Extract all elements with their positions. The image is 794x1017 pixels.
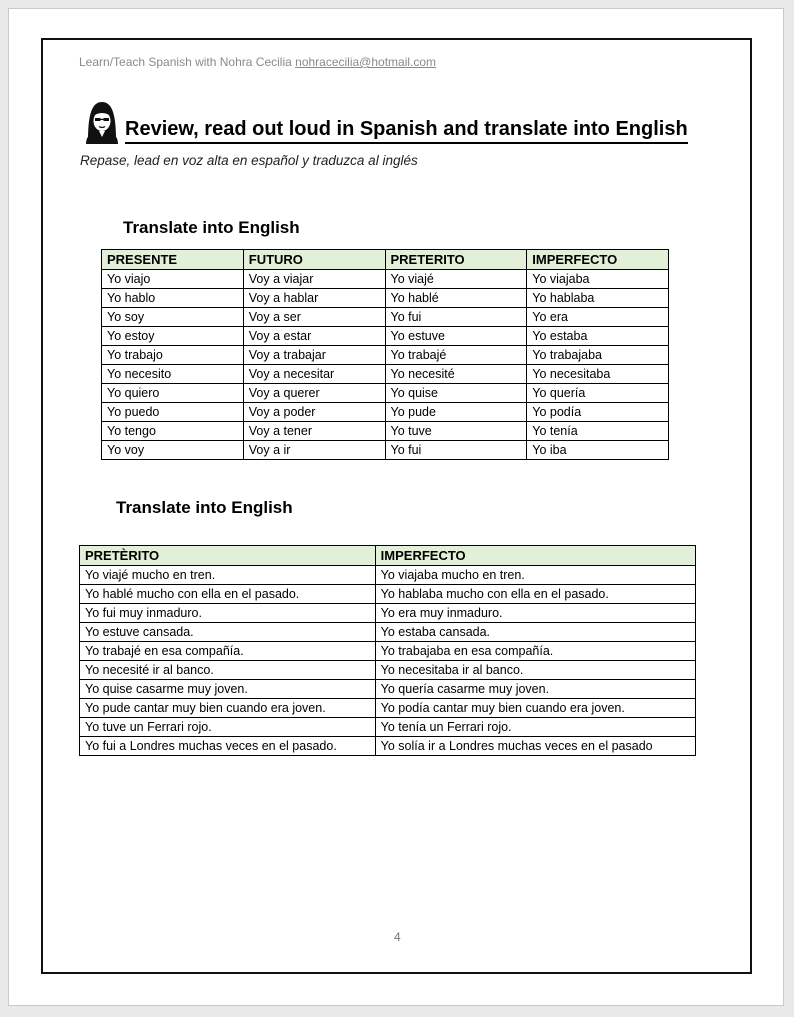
page-subtitle: Repase, lead en voz alta en español y traduzca al inglés (80, 153, 418, 168)
table-cell: Yo podía cantar muy bien cuando era joven. (375, 699, 695, 718)
section-2-heading: Translate into English (116, 498, 293, 517)
table-cell: Voy a viajar (243, 270, 385, 289)
table-row (80, 737, 696, 756)
table-row (102, 403, 669, 422)
table-cell: Voy a trabajar (243, 346, 385, 365)
table-cell: Yo estuve (385, 327, 527, 346)
table-cell: Yo era muy inmaduro. (375, 604, 695, 623)
table-cell: Yo viajaba (527, 270, 669, 289)
table-row (102, 346, 669, 365)
table-row (80, 642, 696, 661)
table-cell: Yo estaba cansada. (375, 623, 695, 642)
table-cell: Yo necesito (102, 365, 244, 384)
table-row (80, 604, 696, 623)
table-cell: Yo pude cantar muy bien cuando era joven. (80, 699, 376, 718)
table-cell: Yo solía ir a Londres muchas veces en el pasado (375, 737, 695, 756)
header-email-link[interactable]: nohracecilia@hotmail.com (295, 55, 437, 69)
table-cell: Yo quise (385, 384, 527, 403)
table-cell: Yo quería (527, 384, 669, 403)
table-cell: Yo soy (102, 308, 244, 327)
title-block (82, 100, 688, 144)
table-cell: Yo hablé (385, 289, 527, 308)
table-cell: Yo hablaba mucho con ella en el pasado. (375, 585, 695, 604)
table-cell: Yo quiero (102, 384, 244, 403)
page-header (79, 55, 436, 69)
sentence-table (79, 545, 696, 756)
table-cell: Yo tenía (527, 422, 669, 441)
table-row (80, 680, 696, 699)
table-cell: Yo trabajaba en esa compañía. (375, 642, 695, 661)
table-header-row (80, 546, 696, 566)
section-1-heading: Translate into English (123, 218, 300, 237)
table-row (80, 585, 696, 604)
table-cell: Yo quise casarme muy joven. (80, 680, 376, 699)
table-cell: Yo viajé (385, 270, 527, 289)
table-header-row (102, 250, 669, 270)
table-cell: Voy a tener (243, 422, 385, 441)
header-text: Learn/Teach Spanish with Nohra Cecilia (79, 55, 292, 69)
table-cell: Yo trabajé en esa compañía. (80, 642, 376, 661)
column-header: IMPERFECTO (375, 546, 695, 566)
table-cell: Yo fui muy inmaduro. (80, 604, 376, 623)
table-cell: Yo voy (102, 441, 244, 460)
table-cell: Voy a estar (243, 327, 385, 346)
table-row (80, 718, 696, 737)
table-cell: Yo podía (527, 403, 669, 422)
table-cell: Yo quería casarme muy joven. (375, 680, 695, 699)
table-row (80, 699, 696, 718)
table-cell: Voy a querer (243, 384, 385, 403)
table-cell: Yo necesitaba (527, 365, 669, 384)
table-cell: Yo hablé mucho con ella en el pasado. (80, 585, 376, 604)
table-cell: Yo necesité ir al banco. (80, 661, 376, 680)
table-cell: Yo trabajé (385, 346, 527, 365)
table-cell: Yo iba (527, 441, 669, 460)
table-cell: Yo hablaba (527, 289, 669, 308)
table-cell: Yo necesité (385, 365, 527, 384)
column-header: IMPERFECTO (527, 250, 669, 270)
table-cell: Yo estaba (527, 327, 669, 346)
page-number: 4 (394, 930, 401, 944)
table-cell: Yo viajé mucho en tren. (80, 566, 376, 585)
column-header: FUTURO (243, 250, 385, 270)
table-cell: Yo era (527, 308, 669, 327)
table-row (102, 365, 669, 384)
verb-tense-table (101, 249, 669, 460)
table-row (80, 661, 696, 680)
teacher-avatar-icon (82, 100, 122, 144)
page-title: Review, read out loud in Spanish and translate into English (125, 118, 688, 144)
table-row (102, 384, 669, 403)
table-cell: Yo trabajo (102, 346, 244, 365)
table-row (102, 308, 669, 327)
table-cell: Yo fui (385, 308, 527, 327)
table-cell: Voy a necesitar (243, 365, 385, 384)
table-row (80, 623, 696, 642)
table-row (102, 441, 669, 460)
table-cell: Yo tuve un Ferrari rojo. (80, 718, 376, 737)
table-cell: Yo puedo (102, 403, 244, 422)
table-cell: Yo estuve cansada. (80, 623, 376, 642)
table-cell: Yo fui (385, 441, 527, 460)
table-cell: Voy a poder (243, 403, 385, 422)
table-cell: Yo viajaba mucho en tren. (375, 566, 695, 585)
table-cell: Yo viajo (102, 270, 244, 289)
column-header: PRESENTE (102, 250, 244, 270)
column-header: PRETÈRITO (80, 546, 376, 566)
table-cell: Yo hablo (102, 289, 244, 308)
table-cell: Voy a hablar (243, 289, 385, 308)
table-cell: Yo pude (385, 403, 527, 422)
table-cell: Yo fui a Londres muchas veces en el pasado. (80, 737, 376, 756)
table-cell: Voy a ser (243, 308, 385, 327)
table-cell: Yo tuve (385, 422, 527, 441)
table-row (102, 422, 669, 441)
table-row (102, 270, 669, 289)
table-row (102, 289, 669, 308)
table-row (80, 566, 696, 585)
table-row (102, 327, 669, 346)
table-cell: Yo tenía un Ferrari rojo. (375, 718, 695, 737)
table-cell: Yo trabajaba (527, 346, 669, 365)
table-cell: Yo necesitaba ir al banco. (375, 661, 695, 680)
table-cell: Yo tengo (102, 422, 244, 441)
column-header: PRETERITO (385, 250, 527, 270)
table-cell: Voy a ir (243, 441, 385, 460)
table-cell: Yo estoy (102, 327, 244, 346)
